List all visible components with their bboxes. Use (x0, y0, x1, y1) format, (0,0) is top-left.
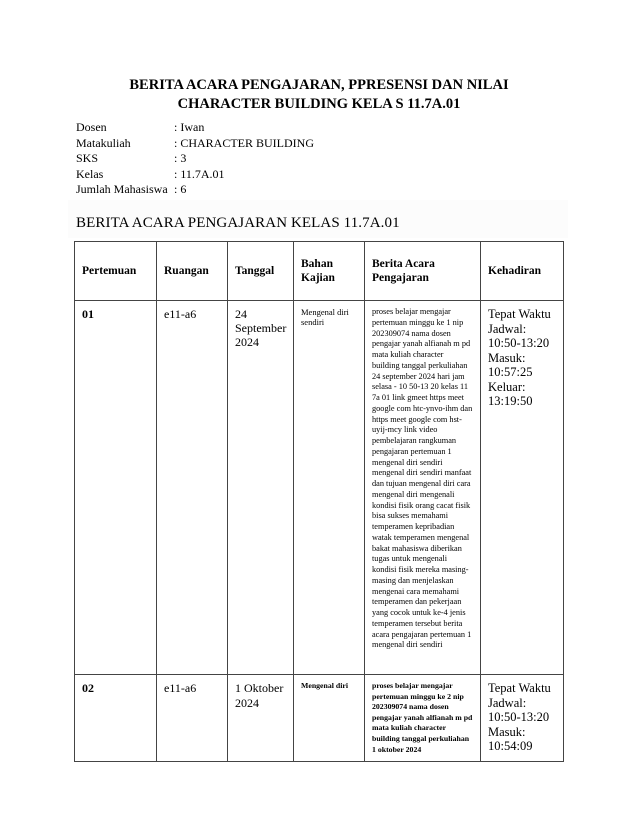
info-value: : 6 (174, 182, 187, 196)
info-row-kelas (76, 167, 314, 183)
schedule-label: Jadwal: (488, 695, 527, 710)
cell-bahan-kajian: Mengenal diri sendiri (294, 301, 365, 675)
check-in-time: 10:57:25 (488, 365, 533, 379)
cell-pertemuan: 02 (75, 675, 157, 762)
attendance-status: Tepat Waktu (488, 307, 551, 321)
header-kehadiran: Kehadiran (481, 242, 564, 301)
info-row-sks (76, 151, 314, 167)
info-label: Jumlah Mahasiswa (76, 182, 168, 196)
header-bahan-kajian: Bahan Kajian (294, 242, 365, 301)
info-row-jumlah-mahasiswa (76, 182, 314, 198)
info-value: : CHARACTER BUILDING (174, 135, 314, 150)
header-ruangan: Ruangan (157, 242, 228, 301)
info-row-dosen (76, 120, 314, 136)
cell-pertemuan: 01 (75, 301, 157, 675)
info-value: : Iwan (174, 120, 205, 134)
cell-berita-acara: proses belajar mengajar pertemuan minggu ke 2 nip 202309074 nama dosen pengajar yanah alfianah m pd mata kuliah character building tanggal perkuliahan 1 oktober 2024 (365, 675, 481, 762)
document-title (0, 76, 638, 114)
info-row-matakuliah (76, 136, 314, 152)
schedule-time: 10:50-13:20 (488, 336, 550, 350)
info-value: : 3 (174, 151, 187, 165)
info-label: SKS (76, 151, 99, 165)
course-info (76, 120, 314, 198)
schedule-label: Jadwal: (488, 321, 527, 336)
info-label: Kelas (76, 166, 104, 181)
check-out-time: 13:19:50 (488, 394, 533, 408)
header-berita-acara: Berita Acara Pengajaran (365, 242, 481, 301)
cell-bahan-kajian: Mengenal diri (294, 675, 365, 762)
header-tanggal: Tanggal (228, 242, 294, 301)
check-in-label: Masuk: (488, 724, 526, 739)
check-in-time: 10:54:09 (488, 739, 533, 753)
table-header-row (75, 242, 564, 301)
cell-ruangan: e11-a6 (157, 675, 228, 762)
check-in-label: Masuk: (488, 350, 526, 365)
cell-ruangan: e11-a6 (157, 301, 228, 675)
attendance-status: Tepat Waktu (488, 681, 551, 695)
schedule-time: 10:50-13:20 (488, 710, 550, 724)
check-out-label: Keluar: (488, 379, 526, 394)
title-line-1: BERITA ACARA PENGAJARAN, PPRESENSI DAN NILAI (129, 77, 509, 93)
table-row (75, 675, 564, 762)
info-label: Matakuliah (76, 135, 131, 150)
cell-kehadiran (481, 675, 564, 762)
section-title: BERITA ACARA PENGAJARAN KELAS 11.7A.01 (76, 215, 400, 231)
cell-tanggal: 1 Oktober 2024 (228, 675, 294, 762)
title-line-2: CHARACTER BUILDING KELA S 11.7A.01 (177, 96, 461, 112)
cell-tanggal: 24 September 2024 (228, 301, 294, 675)
info-label: Dosen (76, 120, 107, 134)
teaching-record-table (74, 241, 564, 762)
table-row (75, 301, 564, 675)
header-pertemuan: Pertemuan (75, 242, 157, 301)
cell-kehadiran (481, 301, 564, 675)
info-value: : 11.7A.01 (174, 166, 225, 181)
cell-berita-acara: proses belajar mengajar pertemuan minggu ke 1 nip 202309074 nama dosen pengajar yanah alfianah m pd mata kuliah character building tanggal perkuliahan 24 september 2024 hari jam selasa - 10 50-13 20 kelas 11 7a 01 link gmeet https meet google com htc-ynvo-ihm dan https meet google com hst-uyij-mcy link video pembelajaran rangkuman pengajaran pertemuan 1 mengenal diri sendiri mengenal diri sendiri manfaat dan tujuan mengenal diri cara mengenal diri mengenali kondisi fisik orang cacat fisik bisa sukses memahami temperamen kepribadian watak temperamen mengenal bakat mahasiswa diberikan tugas untuk mengenali kondisi fisik mereka masing-masing dan menjelaskan mengenai cara memahami temperamen dan pekerjaan yang cocok untuk ke-4 jenis temperamen tersebut berita acara pengajaran pertemuan 1 mengenal diri sendiri (365, 301, 481, 675)
